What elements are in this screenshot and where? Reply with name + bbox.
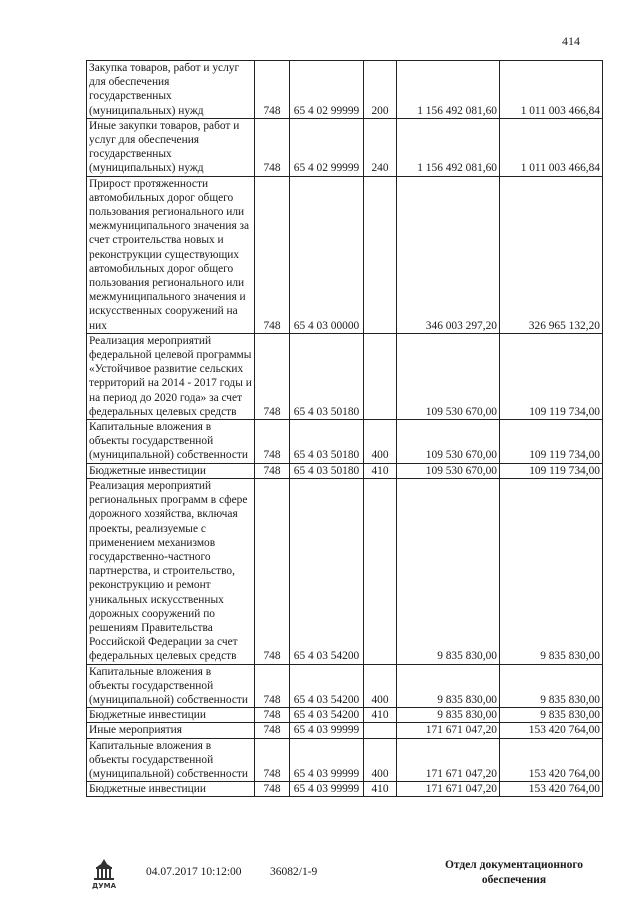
cell-target-article: 65 4 03 54200 bbox=[290, 664, 364, 708]
cell-amount-1: 9 835 830,00 bbox=[397, 708, 500, 723]
table-row bbox=[87, 118, 603, 176]
cell-amount-2: 1 011 003 466,84 bbox=[500, 118, 603, 176]
cell-amount-1: 9 835 830,00 bbox=[397, 664, 500, 708]
cell-ministry-code: 748 bbox=[255, 664, 290, 708]
cell-amount-1: 171 671 047,20 bbox=[397, 738, 500, 782]
cell-target-article: 65 4 03 54200 bbox=[290, 708, 364, 723]
cell-ministry-code: 748 bbox=[255, 723, 290, 738]
cell-expense-type bbox=[364, 478, 397, 664]
cell-description: Закупка товаров, работ и услуг для обеспечения государственных (муниципальных) нужд bbox=[87, 61, 255, 119]
cell-description: Реализация мероприятий федеральной целевой программы «Устойчивое развитие сельских территорий на 2014 - 2017 годы и на период до 2020 года» за счет федеральных целевых средств bbox=[87, 333, 255, 419]
cell-amount-2: 1 011 003 466,84 bbox=[500, 61, 603, 119]
cell-amount-1: 171 671 047,20 bbox=[397, 782, 500, 797]
cell-amount-1: 9 835 830,00 bbox=[397, 478, 500, 664]
cell-amount-2: 9 835 830,00 bbox=[500, 478, 603, 664]
cell-ministry-code: 748 bbox=[255, 782, 290, 797]
cell-target-article: 65 4 03 54200 bbox=[290, 478, 364, 664]
table-row bbox=[87, 420, 603, 464]
cell-amount-1: 1 156 492 081,60 bbox=[397, 118, 500, 176]
cell-expense-type: 400 bbox=[364, 420, 397, 464]
page-number: 414 bbox=[562, 34, 580, 48]
cell-ministry-code: 748 bbox=[255, 333, 290, 419]
cell-expense-type: 410 bbox=[364, 463, 397, 478]
table-row bbox=[87, 708, 603, 723]
cell-target-article: 65 4 02 99999 bbox=[290, 118, 364, 176]
cell-description: Бюджетные инвестиции bbox=[87, 463, 255, 478]
cell-description: Иные мероприятия bbox=[87, 723, 255, 738]
table-row bbox=[87, 478, 603, 664]
table-row bbox=[87, 333, 603, 419]
cell-description: Реализация мероприятий региональных программ в сфере дорожного хозяйства, включая проекты, реализуемые с применением механизмов государственно-частного партнерства, и строительство, реконструкцию и ремонт уникальных искусственных дорожных сооружений по решениям Правительства Российской Федерации за счет федеральных целевых средств bbox=[87, 478, 255, 664]
cell-amount-2: 326 965 132,20 bbox=[500, 176, 603, 333]
logo-text: ДУМА bbox=[91, 882, 117, 890]
table-row bbox=[87, 664, 603, 708]
cell-ministry-code: 748 bbox=[255, 61, 290, 119]
cell-amount-2: 109 119 734,00 bbox=[500, 420, 603, 464]
cell-amount-2: 9 835 830,00 bbox=[500, 708, 603, 723]
cell-target-article: 65 4 03 50180 bbox=[290, 333, 364, 419]
duma-building-logo bbox=[88, 857, 120, 891]
cell-amount-2: 9 835 830,00 bbox=[500, 664, 603, 708]
cell-expense-type: 410 bbox=[364, 708, 397, 723]
cell-expense-type bbox=[364, 723, 397, 738]
footer-doc-number: 36082/1-9 bbox=[270, 866, 318, 878]
cell-description: Прирост протяженности автомобильных дорог общего пользования регионального или межмуниципального значения за счет строительства новых и реконструкции существующих автомобильных дорог общего пользования регионального или межмуниципального значения и искусственных сооружений на них bbox=[87, 176, 255, 333]
cell-expense-type: 410 bbox=[364, 782, 397, 797]
cell-description: Бюджетные инвестиции bbox=[87, 782, 255, 797]
cell-description: Капитальные вложения в объекты государственной (муниципальной) собственности bbox=[87, 664, 255, 708]
cell-ministry-code: 748 bbox=[255, 176, 290, 333]
cell-amount-2: 153 420 764,00 bbox=[500, 723, 603, 738]
cell-ministry-code: 748 bbox=[255, 420, 290, 464]
cell-expense-type: 400 bbox=[364, 664, 397, 708]
cell-ministry-code: 748 bbox=[255, 118, 290, 176]
cell-ministry-code: 748 bbox=[255, 738, 290, 782]
cell-description: Капитальные вложения в объекты государственной (муниципальной) собственности bbox=[87, 420, 255, 464]
budget-table-body bbox=[87, 61, 603, 797]
table-row bbox=[87, 61, 603, 119]
cell-amount-1: 109 530 670,00 bbox=[397, 333, 500, 419]
cell-amount-1: 171 671 047,20 bbox=[397, 723, 500, 738]
cell-description: Бюджетные инвестиции bbox=[87, 708, 255, 723]
cell-expense-type bbox=[364, 176, 397, 333]
table-row bbox=[87, 176, 603, 333]
cell-ministry-code: 748 bbox=[255, 463, 290, 478]
cell-target-article: 65 4 03 99999 bbox=[290, 782, 364, 797]
cell-amount-2: 153 420 764,00 bbox=[500, 782, 603, 797]
cell-expense-type: 200 bbox=[364, 61, 397, 119]
cell-target-article: 65 4 03 00000 bbox=[290, 176, 364, 333]
table-row bbox=[87, 463, 603, 478]
cell-description: Иные закупки товаров, работ и услуг для обеспечения государственных (муниципальных) нужд bbox=[87, 118, 255, 176]
cell-amount-2: 153 420 764,00 bbox=[500, 738, 603, 782]
cell-expense-type bbox=[364, 333, 397, 419]
footer-date: 04.07.2017 10:12:00 bbox=[146, 866, 242, 878]
cell-amount-1: 1 156 492 081,60 bbox=[397, 61, 500, 119]
cell-target-article: 65 4 03 50180 bbox=[290, 463, 364, 478]
cell-ministry-code: 748 bbox=[255, 478, 290, 664]
cell-target-article: 65 4 03 50180 bbox=[290, 420, 364, 464]
cell-ministry-code: 748 bbox=[255, 708, 290, 723]
cell-target-article: 65 4 02 99999 bbox=[290, 61, 364, 119]
cell-amount-1: 346 003 297,20 bbox=[397, 176, 500, 333]
cell-target-article: 65 4 03 99999 bbox=[290, 738, 364, 782]
cell-expense-type: 240 bbox=[364, 118, 397, 176]
cell-amount-1: 109 530 670,00 bbox=[397, 420, 500, 464]
table-row bbox=[87, 723, 603, 738]
cell-amount-2: 109 119 734,00 bbox=[500, 333, 603, 419]
cell-amount-2: 109 119 734,00 bbox=[500, 463, 603, 478]
budget-table bbox=[86, 60, 603, 797]
table-row bbox=[87, 782, 603, 797]
footer-department: Отдел документационного обеспечения bbox=[444, 859, 584, 886]
cell-target-article: 65 4 03 99999 bbox=[290, 723, 364, 738]
cell-amount-1: 109 530 670,00 bbox=[397, 463, 500, 478]
cell-description: Капитальные вложения в объекты государственной (муниципальной) собственности bbox=[87, 738, 255, 782]
cell-expense-type: 400 bbox=[364, 738, 397, 782]
table-row bbox=[87, 738, 603, 782]
